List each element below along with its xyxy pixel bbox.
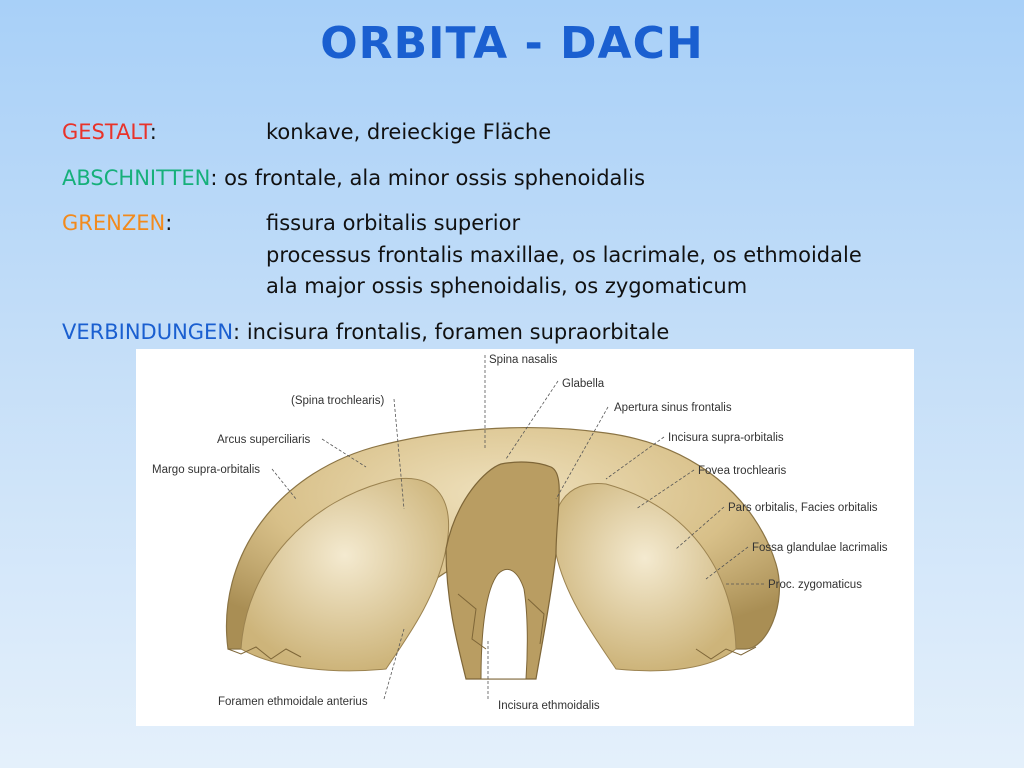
value-verbindungen: incisura frontalis, foramen supraorbitale — [246, 320, 670, 344]
row-gestalt — [62, 120, 157, 144]
sep-grenzen: : — [165, 211, 173, 235]
value-grenzen-3: ala major ossis sphenoidalis, os zygomaticum — [266, 274, 748, 298]
label-spina-nasalis: Spina nasalis — [489, 354, 558, 366]
sep-gestalt: : — [149, 120, 157, 144]
left-orbital-roof — [241, 478, 449, 670]
label-incisura-supra-orbitalis: Incisura supra-orbitalis — [668, 432, 784, 444]
label-glabella: Glabella — [562, 378, 605, 390]
value-grenzen-2: processus frontalis maxillae, os lacrimale, os ethmoidale — [266, 243, 862, 267]
label-margo-supra-orbitalis: Margo supra-orbitalis — [152, 464, 261, 476]
row-abschnitten — [62, 166, 645, 190]
label-spina-trochlearis: (Spina trochlearis) — [291, 395, 385, 407]
slide-title: ORBITA - DACH — [320, 18, 704, 69]
orbita-roof-illustration — [136, 349, 914, 726]
value-gestalt: konkave, dreieckige Fläche — [266, 120, 552, 144]
label-proc-zygomaticus: Proc. zygomaticus — [768, 579, 862, 591]
label-pars-orbitalis: Pars orbitalis, Facies orbitalis — [728, 502, 878, 514]
label-apertura-sinus-frontalis: Apertura sinus frontalis — [614, 402, 732, 414]
key-abschnitten: ABSCHNITTEN — [62, 166, 211, 190]
key-gestalt: GESTALT — [62, 120, 150, 144]
value-grenzen-1: fissura orbitalis superior — [266, 211, 521, 235]
key-grenzen: GRENZEN — [62, 211, 166, 235]
label-fovea-trochlearis: Fovea trochlearis — [698, 465, 787, 477]
label-incisura-ethmoidalis: Incisura ethmoidalis — [498, 700, 600, 712]
label-fossa-glandulae-lacrimalis: Fossa glandulae lacrimalis — [752, 542, 888, 554]
sep-verbindungen: : — [233, 320, 241, 344]
label-arcus-superciliaris: Arcus superciliaris — [217, 434, 311, 446]
skull-drawing — [136, 349, 914, 726]
row-verbindungen — [62, 320, 669, 344]
label-foramen-ethmoidale-anterius: Foramen ethmoidale anterius — [218, 696, 368, 708]
row-grenzen — [62, 211, 172, 235]
sep-abschnitten: : — [210, 166, 218, 190]
key-verbindungen: VERBINDUNGEN — [62, 320, 234, 344]
value-abschnitten: os frontale, ala minor ossis sphenoidalis — [224, 166, 646, 190]
